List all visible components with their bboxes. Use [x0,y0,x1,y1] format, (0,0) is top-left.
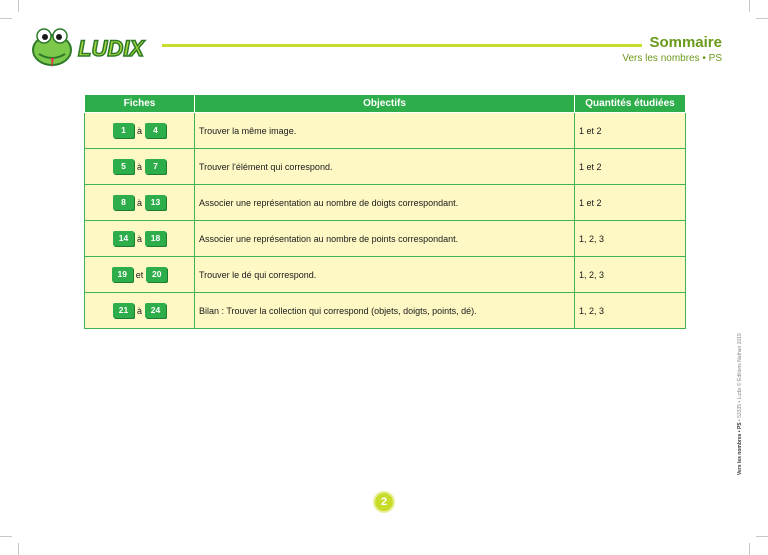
crop-mark [18,543,19,555]
fiche-start-badge: 19 [112,267,133,282]
quantities-cell: 1, 2, 3 [575,221,686,257]
side-credit [737,333,743,475]
page-number-badge: 2 [375,493,393,511]
fiche-range-separator: à [136,125,142,136]
column-header-quantites: Quantités étudiées [575,95,686,113]
fiche-range-separator: à [136,197,142,208]
crop-mark [756,536,768,537]
table-row [85,293,686,329]
column-header-fiches: Fiches [85,95,195,113]
objective-cell: Associer une représentation au nombre de points correspondant. [195,221,575,257]
objective-cell: Trouver la même image. [195,113,575,149]
logo-wordmark: LUDIX [78,36,144,61]
crop-mark [18,0,19,12]
fiche-range-separator: et [135,269,144,280]
fiches-cell [85,257,195,293]
fiches-cell [85,221,195,257]
crop-mark [749,543,750,555]
fiche-start-badge: 5 [113,159,134,174]
fiche-end-badge: 7 [145,159,166,174]
frog-mascot-icon [33,29,71,68]
fiche-end-badge: 18 [145,231,166,246]
quantities-cell: 1, 2, 3 [575,257,686,293]
crop-mark [749,0,750,12]
side-credit-text: • 53335 • Ludix © Éditions Nathan 2019 [737,333,743,423]
fiches-cell [85,113,195,149]
table-row [85,113,686,149]
column-header-objectifs: Objectifs [195,95,575,113]
page-title: Sommaire [649,34,722,51]
quantities-cell: 1, 2, 3 [575,293,686,329]
quantities-cell: 1 et 2 [575,185,686,221]
header-divider [162,44,642,47]
fiche-start-badge: 1 [113,123,134,138]
table-row [85,185,686,221]
objective-cell: Trouver l'élément qui correspond. [195,149,575,185]
objective-cell: Bilan : Trouver la collection qui correspond (objets, doigts, points, dé). [195,293,575,329]
fiche-end-badge: 24 [145,303,166,318]
fiche-start-badge: 21 [113,303,134,318]
fiche-end-badge: 20 [146,267,167,282]
summary-table [84,94,686,329]
fiches-cell [85,185,195,221]
page-subtitle: Vers les nombres • PS [622,53,722,64]
table-row [85,221,686,257]
fiche-range-separator: à [136,161,142,172]
fiche-start-badge: 8 [113,195,134,210]
fiche-end-badge: 13 [145,195,166,210]
crop-mark [756,18,768,19]
fiche-range-separator: à [136,305,142,316]
crop-mark [0,18,12,19]
fiches-cell [85,293,195,329]
table-header-row [85,95,686,113]
fiche-range-separator: à [136,233,142,244]
fiche-start-badge: 14 [113,231,134,246]
quantities-cell: 1 et 2 [575,149,686,185]
quantities-cell: 1 et 2 [575,113,686,149]
side-credit-title: Vers les nombres • PS [737,422,743,475]
ludix-logo [30,24,160,70]
table-row [85,149,686,185]
table-row [85,257,686,293]
fiche-end-badge: 4 [145,123,166,138]
fiches-cell [85,149,195,185]
objective-cell: Trouver le dé qui correspond. [195,257,575,293]
crop-mark [0,536,12,537]
objective-cell: Associer une représentation au nombre de doigts correspondant. [195,185,575,221]
